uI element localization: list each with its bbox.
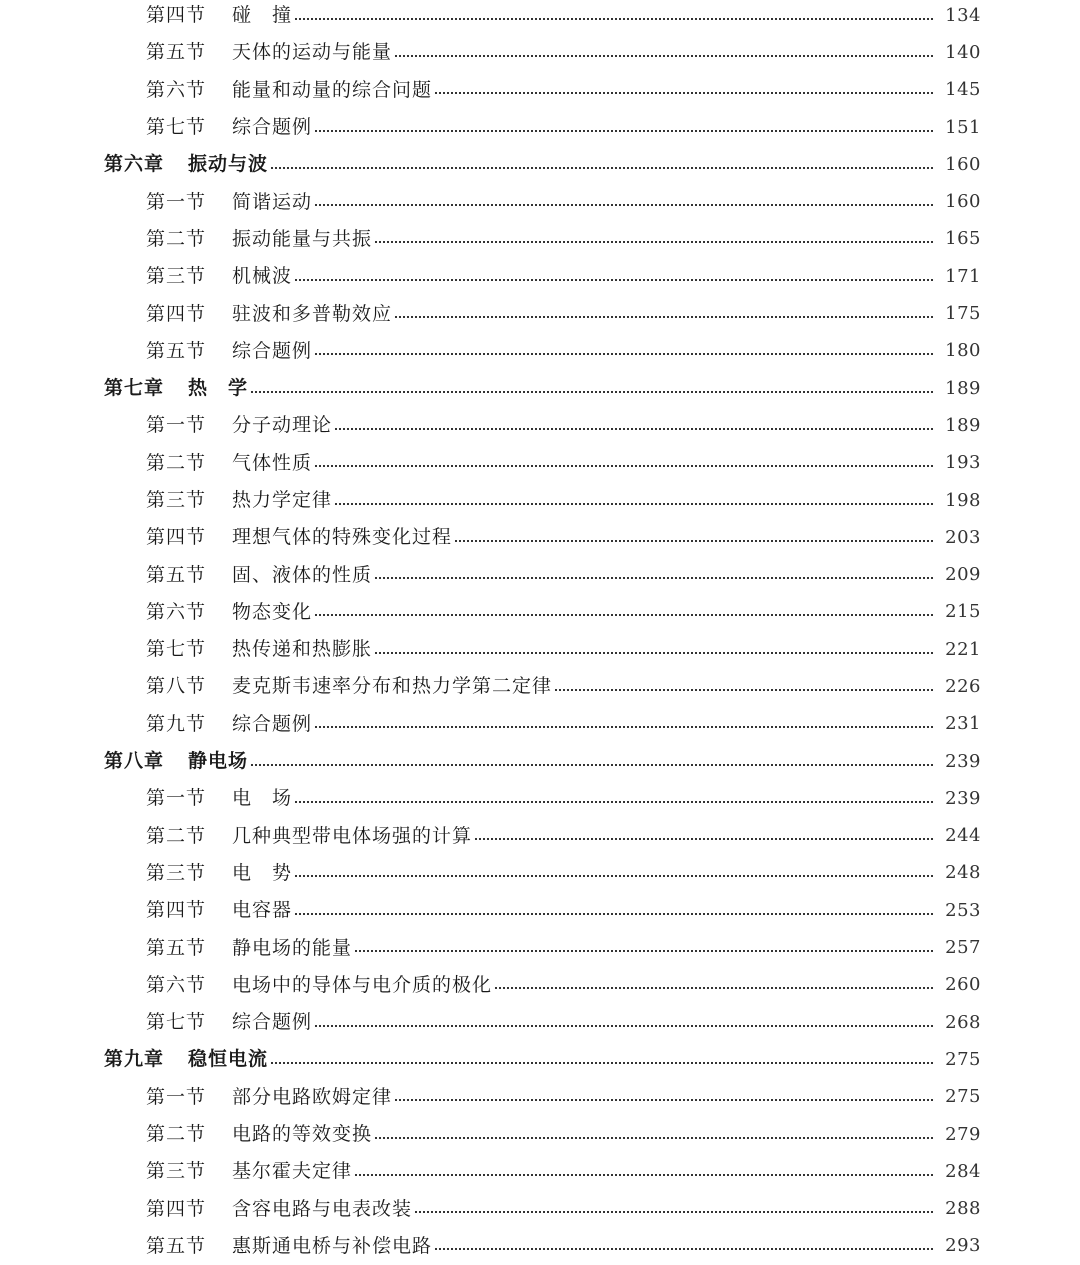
section-number: 第七节 (146, 116, 207, 139)
toc-section-entry (0, 407, 1080, 444)
toc-section-entry (0, 631, 1080, 668)
section-number: 第五节 (146, 1234, 207, 1257)
dot-leader (375, 1137, 933, 1139)
dot-leader (475, 838, 933, 840)
dot-leader (355, 1174, 933, 1176)
page-number: 209 (945, 564, 981, 586)
dot-leader (455, 540, 933, 542)
page-number: 171 (945, 265, 981, 287)
section-number: 第一节 (146, 787, 207, 810)
section-title: 综合题例 (232, 116, 313, 139)
page-number: 189 (945, 377, 981, 399)
section-title: 部分电路欧姆定律 (232, 1085, 393, 1108)
page-number: 193 (945, 452, 981, 474)
section-number: 第五节 (146, 936, 207, 959)
section-number: 第四节 (146, 526, 207, 549)
section-number: 第六节 (146, 78, 207, 101)
toc-section-entry (0, 967, 1080, 1004)
section-number: 第二节 (146, 824, 207, 847)
toc-section-entry (0, 183, 1080, 220)
dot-leader (395, 55, 933, 57)
toc-section-entry (0, 1228, 1080, 1265)
section-number: 第一节 (146, 414, 207, 437)
section-title: 固、液体的性质 (232, 563, 373, 586)
section-title: 热传递和热膨胀 (232, 638, 373, 661)
section-number: 第九节 (146, 712, 207, 735)
page-number: 226 (945, 675, 981, 697)
toc-section-entry (0, 258, 1080, 295)
section-number: 第五节 (146, 563, 207, 586)
dot-leader (415, 1211, 933, 1213)
section-number: 第一节 (146, 1085, 207, 1108)
section-number: 第一节 (146, 190, 207, 213)
chapter-number: 第八章 (104, 750, 165, 773)
page-number: 284 (945, 1160, 981, 1182)
toc-section-entry (0, 445, 1080, 482)
toc-section-entry (0, 1079, 1080, 1116)
dot-leader (435, 92, 933, 94)
toc-section-entry (0, 221, 1080, 258)
page-number: 189 (945, 414, 981, 436)
section-title: 能量和动量的综合问题 (232, 78, 433, 101)
toc-section-entry (0, 482, 1080, 519)
chapter-number: 第七章 (104, 377, 165, 400)
section-title: 基尔霍夫定律 (232, 1160, 353, 1183)
page-number: 180 (945, 340, 981, 362)
toc-section-entry (0, 1004, 1080, 1041)
dot-leader (251, 391, 933, 393)
page-number: 151 (945, 116, 981, 138)
section-title: 气体性质 (232, 451, 313, 474)
section-number: 第四节 (146, 899, 207, 922)
section-title: 静电场的能量 (232, 936, 353, 959)
page-number: 253 (945, 899, 981, 921)
section-title: 天体的运动与能量 (232, 41, 393, 64)
toc-section-entry (0, 1191, 1080, 1228)
dot-leader (435, 1248, 933, 1250)
section-number: 第四节 (146, 4, 207, 27)
dot-leader (375, 652, 933, 654)
dot-leader (335, 428, 933, 430)
dot-leader (271, 1062, 933, 1064)
section-number: 第六节 (146, 973, 207, 996)
page-number: 231 (945, 713, 981, 735)
page-number: 275 (945, 1086, 981, 1108)
dot-leader (295, 875, 933, 877)
page-number: 288 (945, 1198, 981, 1220)
toc-section-entry (0, 72, 1080, 109)
section-title: 电 势 (232, 861, 293, 884)
toc-chapter-entry (0, 1041, 1080, 1078)
toc-section-entry (0, 519, 1080, 556)
dot-leader (555, 689, 933, 691)
page-number: 293 (945, 1235, 981, 1257)
page-number: 175 (945, 303, 981, 325)
section-title: 简谐运动 (232, 190, 313, 213)
dot-leader (395, 1099, 933, 1101)
toc-chapter-entry (0, 743, 1080, 780)
toc-section-entry (0, 1116, 1080, 1153)
dot-leader (295, 18, 933, 20)
section-title: 驻波和多普勒效应 (232, 302, 393, 325)
chapter-title: 热 学 (188, 377, 249, 400)
dot-leader (375, 241, 933, 243)
page-number: 239 (945, 787, 981, 809)
toc-section-entry (0, 668, 1080, 705)
page-number: 260 (945, 974, 981, 996)
page-number: 268 (945, 1011, 981, 1033)
page-number: 134 (945, 4, 981, 26)
dot-leader (315, 204, 933, 206)
dot-leader (315, 353, 933, 355)
section-number: 第五节 (146, 41, 207, 64)
section-number: 第七节 (146, 638, 207, 661)
page-number: 257 (945, 937, 981, 959)
page-number: 248 (945, 862, 981, 884)
toc-section-entry (0, 109, 1080, 146)
toc-section-entry (0, 0, 1080, 34)
page-number: 203 (945, 526, 981, 548)
dot-leader (375, 577, 933, 579)
section-title: 几种典型带电体场强的计算 (232, 824, 473, 847)
dot-leader (355, 950, 933, 952)
section-title: 电场中的导体与电介质的极化 (232, 973, 493, 996)
dot-leader (315, 614, 933, 616)
section-title: 电容器 (232, 899, 293, 922)
page-number: 275 (945, 1048, 981, 1070)
section-title: 惠斯通电桥与补偿电路 (232, 1234, 433, 1257)
toc-section-entry (0, 892, 1080, 929)
toc-chapter-entry (0, 370, 1080, 407)
page-number: 279 (945, 1123, 981, 1145)
section-number: 第五节 (146, 339, 207, 362)
chapter-title: 稳恒电流 (188, 1048, 269, 1071)
section-title: 含容电路与电表改装 (232, 1197, 413, 1220)
toc-section-entry (0, 295, 1080, 332)
section-number: 第二节 (146, 1123, 207, 1146)
toc-section-entry (0, 929, 1080, 966)
page-number: 221 (945, 638, 981, 660)
chapter-number: 第六章 (104, 153, 165, 176)
section-number: 第二节 (146, 227, 207, 250)
dot-leader (251, 764, 933, 766)
toc-chapter-entry (0, 146, 1080, 183)
section-number: 第二节 (146, 451, 207, 474)
section-title: 麦克斯韦速率分布和热力学第二定律 (232, 675, 553, 698)
toc-section-entry (0, 333, 1080, 370)
section-title: 电 场 (232, 787, 293, 810)
section-number: 第四节 (146, 302, 207, 325)
dot-leader (335, 503, 933, 505)
section-title: 综合题例 (232, 712, 313, 735)
section-number: 第三节 (146, 489, 207, 511)
section-title: 热力学定律 (232, 489, 333, 511)
chapter-number: 第九章 (104, 1048, 165, 1071)
toc-section-entry (0, 34, 1080, 71)
section-title: 综合题例 (232, 339, 313, 362)
toc-section-entry (0, 1153, 1080, 1190)
section-title: 机械波 (232, 265, 293, 288)
page-number: 145 (945, 79, 981, 101)
section-number: 第三节 (146, 861, 207, 884)
section-title: 物态变化 (232, 600, 313, 623)
dot-leader (395, 316, 933, 318)
page-number: 160 (945, 153, 981, 175)
dot-leader (495, 987, 933, 989)
section-title: 分子动理论 (232, 414, 333, 437)
dot-leader (271, 167, 933, 169)
toc-section-entry (0, 855, 1080, 892)
toc-section-entry (0, 818, 1080, 855)
page-number: 165 (945, 228, 981, 250)
section-number: 第四节 (146, 1197, 207, 1220)
toc-section-entry (0, 706, 1080, 743)
chapter-title: 振动与波 (188, 153, 269, 176)
section-title: 理想气体的特殊变化过程 (232, 526, 453, 549)
toc-section-entry (0, 556, 1080, 593)
section-title: 电路的等效变换 (232, 1123, 373, 1146)
dot-leader (315, 1025, 933, 1027)
toc-section-entry (0, 594, 1080, 631)
dot-leader (295, 801, 933, 803)
section-title: 综合题例 (232, 1011, 313, 1034)
dot-leader (315, 465, 933, 467)
section-number: 第六节 (146, 600, 207, 623)
section-number: 第三节 (146, 1160, 207, 1183)
page-number: 140 (945, 41, 981, 63)
page-number: 160 (945, 191, 981, 213)
section-number: 第八节 (146, 675, 207, 698)
section-title: 碰 撞 (232, 4, 293, 27)
section-number: 第七节 (146, 1011, 207, 1034)
section-title: 振动能量与共振 (232, 227, 373, 250)
chapter-title: 静电场 (188, 750, 249, 773)
page-number: 198 (945, 489, 981, 511)
toc-section-entry (0, 780, 1080, 817)
page-number: 244 (945, 825, 981, 847)
dot-leader (315, 130, 933, 132)
dot-leader (295, 279, 933, 281)
section-number: 第三节 (146, 265, 207, 288)
page-number: 239 (945, 750, 981, 772)
dot-leader (315, 726, 933, 728)
page-number: 215 (945, 601, 981, 623)
dot-leader (295, 913, 933, 915)
